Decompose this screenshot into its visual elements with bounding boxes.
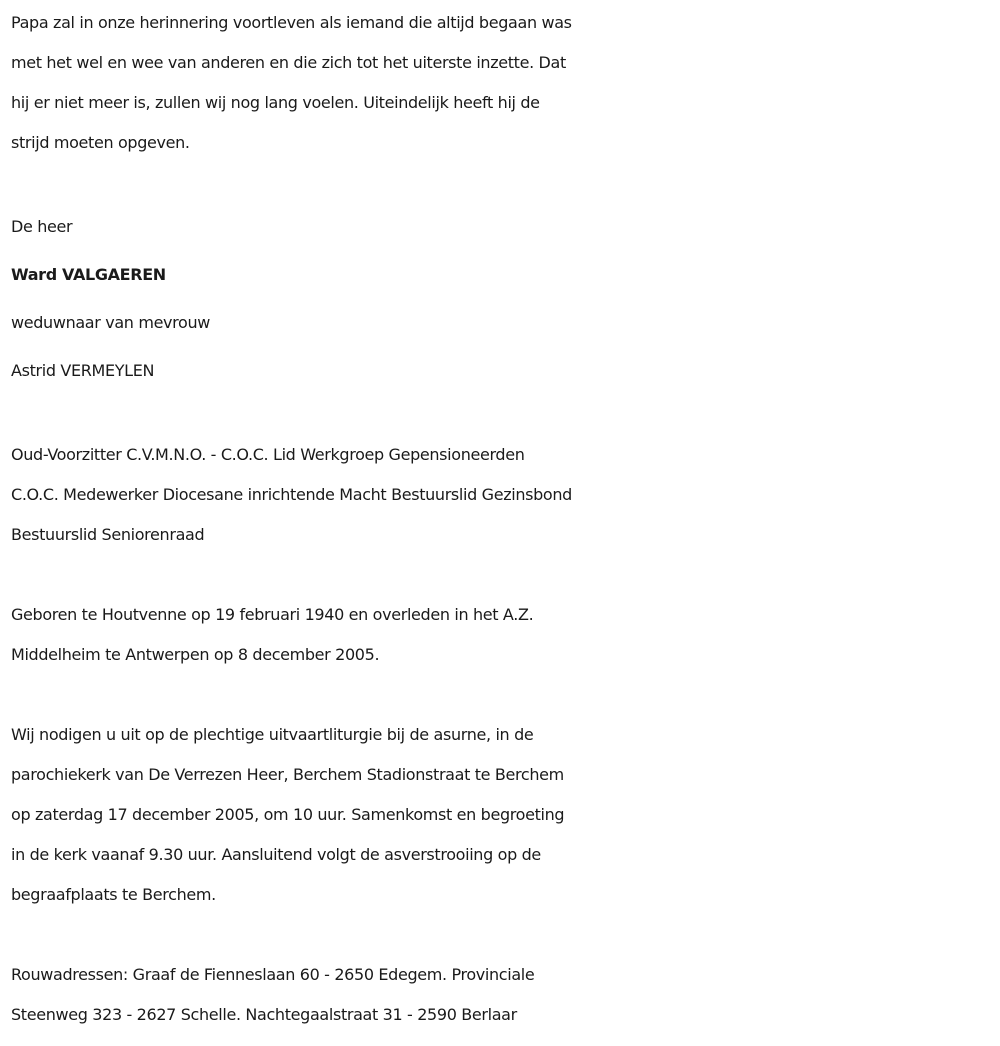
functions-line: Bestuurslid Seniorenraad [11,525,205,544]
funeral-line: parochiekerk van De Verrezen Heer, Berchem Stadionstraat te Berchem [11,765,564,784]
funeral-line: op zaterdag 17 december 2005, om 10 uur. Samenkomst en begroeting [11,805,565,824]
salutation: De heer [11,217,73,236]
paragraph-spacer [11,555,996,595]
funeral-line: in de kerk vaanaf 9.30 uur. Aansluitend volgt de asverstrooiing op de [11,845,541,864]
deceased-block [11,203,996,395]
birth-death-line: Geboren te Houtvenne op 19 februari 1940 en overleden in het A.Z. [11,605,534,624]
intro-line: Papa zal in onze herinnering voortleven als iemand die altijd begaan was [11,13,572,32]
funeral-paragraph [11,715,996,915]
intro-paragraph [11,3,996,163]
addresses-paragraph [11,955,996,1035]
address-line: Rouwadressen: Graaf de Fienneslaan 60 - 2650 Edegem. Provinciale [11,965,535,984]
intro-line: met het wel en wee van anderen en die zich tot het uiterste inzette. Dat [11,53,566,72]
paragraph-spacer [11,395,996,435]
functions-line: Oud-Voorzitter C.V.M.N.O. - C.O.C. Lid Werkgroep Gepensioneerden [11,445,525,464]
birth-death-paragraph [11,595,996,675]
functions-line: C.O.C. Medewerker Diocesane inrichtende Macht Bestuurslid Gezinsbond [11,485,572,504]
paragraph-spacer [11,163,996,203]
intro-line: hij er niet meer is, zullen wij nog lang voelen. Uiteindelijk heeft hij de [11,93,540,112]
birth-death-line: Middelheim te Antwerpen op 8 december 2005. [11,645,380,664]
obituary-document [11,3,996,1035]
address-line: Steenweg 323 - 2627 Schelle. Nachtegaalstraat 31 - 2590 Berlaar [11,1005,517,1024]
spouse-name: Astrid VERMEYLEN [11,361,155,380]
functions-paragraph [11,435,996,555]
paragraph-spacer [11,675,996,715]
funeral-line: Wij nodigen u uit op de plechtige uitvaartliturgie bij de asurne, in de [11,725,534,744]
intro-line: strijd moeten opgeven. [11,133,190,152]
relation-text: weduwnaar van mevrouw [11,313,211,332]
paragraph-spacer [11,915,996,955]
deceased-name: Ward VALGAEREN [11,265,166,284]
funeral-line: begraafplaats te Berchem. [11,885,216,904]
